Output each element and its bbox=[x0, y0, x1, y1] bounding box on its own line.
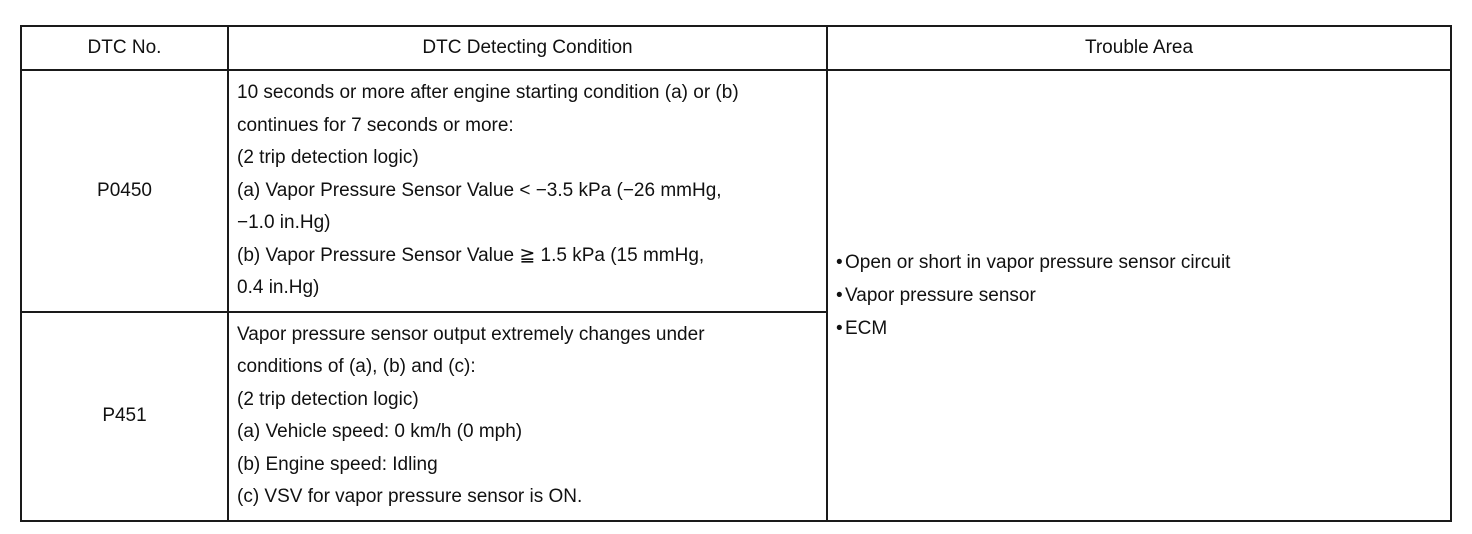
trouble-area-text: ECM bbox=[845, 317, 888, 339]
header-detecting-condition: DTC Detecting Condition bbox=[228, 26, 827, 70]
condition-line: (a) Vehicle speed: 0 km/h (0 mph) bbox=[237, 421, 523, 442]
trouble-area-item bbox=[836, 279, 1450, 312]
trouble-area-text: Open or short in vapor pressure sensor circuit bbox=[845, 251, 1231, 273]
trouble-area-cell bbox=[827, 70, 1451, 521]
bullet-icon: • bbox=[836, 284, 843, 306]
condition-line: 10 seconds or more after engine starting condition (a) or (b) bbox=[237, 82, 739, 103]
table-row bbox=[21, 70, 1451, 312]
bullet-icon: • bbox=[836, 317, 843, 339]
condition-line: (2 trip detection logic) bbox=[237, 147, 419, 168]
condition-line: continues for 7 seconds or more: bbox=[237, 114, 514, 136]
header-row bbox=[21, 26, 1451, 70]
dtc-table bbox=[20, 25, 1452, 522]
condition-line: (a) Vapor Pressure Sensor Value < −3.5 kPa (−26 mmHg, bbox=[237, 179, 722, 201]
header-dtc-no: DTC No. bbox=[21, 26, 228, 70]
dtc-code: P0450 bbox=[21, 70, 228, 312]
trouble-area-item bbox=[836, 312, 1450, 345]
detecting-condition bbox=[228, 70, 827, 312]
condition-line: (c) VSV for vapor pressure sensor is ON. bbox=[237, 486, 583, 507]
condition-line: Vapor pressure sensor output extremely changes under bbox=[237, 323, 705, 345]
condition-line: (b) Vapor Pressure Sensor Value ≧ 1.5 kPa (15 mmHg, bbox=[237, 244, 705, 266]
condition-line: −1.0 in.Hg) bbox=[237, 212, 331, 233]
bullet-icon: • bbox=[836, 251, 843, 273]
trouble-area-item bbox=[836, 246, 1450, 279]
condition-line: (b) Engine speed: Idling bbox=[237, 453, 438, 475]
header-trouble-area: Trouble Area bbox=[827, 26, 1451, 70]
condition-line: conditions of (a), (b) and (c): bbox=[237, 356, 476, 377]
dtc-code: P451 bbox=[21, 312, 228, 521]
condition-line: 0.4 in.Hg) bbox=[237, 277, 320, 298]
condition-line: (2 trip detection logic) bbox=[237, 388, 419, 410]
trouble-area-text: Vapor pressure sensor bbox=[845, 284, 1036, 306]
detecting-condition bbox=[228, 312, 827, 521]
